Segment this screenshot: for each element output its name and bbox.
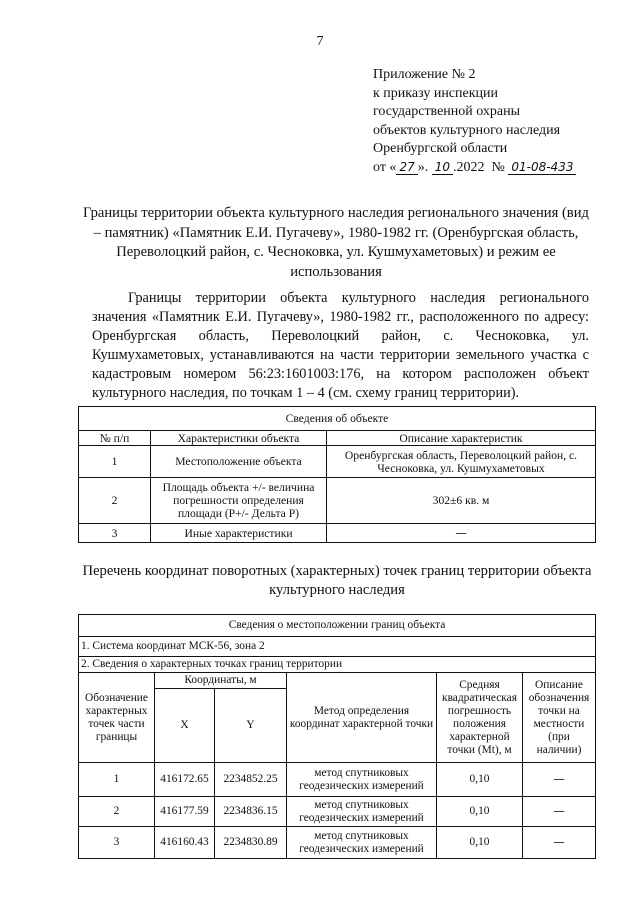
cell-method: метод спутниковых геодезических измерений — [287, 763, 437, 797]
cell-description: — — [523, 763, 596, 797]
header-number: № п/п — [79, 431, 151, 446]
row-description: 302±6 кв. м — [327, 478, 596, 524]
cell-x: 416177.59 — [155, 797, 215, 827]
date-year: .2022 — [453, 159, 485, 175]
header-characteristic: Характеристики объекта — [151, 431, 327, 446]
row-characteristic: Площадь объекта +/- величина погрешности определения площади (Р+/- Дельта Р) — [151, 478, 327, 524]
cell-method: метод спутниковых геодезических измерений — [287, 827, 437, 859]
cell-x: 416160.43 — [155, 827, 215, 859]
row-number: 1 — [79, 446, 151, 478]
header-coordinates: Координаты, м — [155, 673, 287, 689]
table-row — [79, 446, 596, 478]
page-number: 7 — [316, 34, 324, 49]
header-error: Средняя квадратическая погрешность положения характерной точки (Mt), м — [437, 673, 523, 763]
table-row — [79, 478, 596, 524]
header-x: X — [155, 689, 215, 763]
header-method: Метод определения координат характерной точки — [287, 673, 437, 763]
coordinates-table — [78, 614, 596, 859]
cell-x: 416172.65 — [155, 763, 215, 797]
header-description: Описание характеристик — [327, 431, 596, 446]
header-point-description: Описание обозначения точки на местности (при наличии) — [523, 673, 596, 763]
table-row — [79, 524, 596, 543]
approval-line: объектов культурного наследия — [373, 122, 561, 138]
row-description: Оренбургская область, Переволоцкий район, с. Чесноковка, ул. Кушмухаметовых — [327, 446, 596, 478]
cell-point: 3 — [79, 827, 155, 859]
table-row — [79, 827, 596, 859]
cell-error: 0,10 — [437, 827, 523, 859]
cell-method: метод спутниковых геодезических измерений — [287, 797, 437, 827]
coords-table-caption: Сведения о местоположении границ объекта — [79, 615, 596, 637]
approval-block — [373, 66, 576, 177]
cell-point: 1 — [79, 763, 155, 797]
number-prefix: № — [491, 159, 505, 175]
date-prefix: от « — [373, 159, 397, 175]
approval-line: Оренбургской области — [373, 141, 508, 156]
cell-error: 0,10 — [437, 763, 523, 797]
cell-y: 2234852.25 — [215, 763, 287, 797]
row-number: 2 — [79, 478, 151, 524]
cell-error: 0,10 — [437, 797, 523, 827]
table-row — [79, 763, 596, 797]
intro-paragraph: Границы территории объекта культурного наследия регионального значения «Памятник Е.И. Пугачеву», 1980-1982 гг., расположенного по адресу: Оренбургская область, Переволоцкий район, с. Чесноковка, ул. Кушмухаметовых, устанавливаются на части территории земельного участка с кадастровым номером 56:23:1601003:176, на котором расположен объект культурного наследия, по точкам 1 – 4 (см. схему границ территории). — [92, 290, 589, 401]
row-characteristic: Иные характеристики — [151, 524, 327, 543]
handwritten-month: 10 — [432, 161, 453, 175]
handwritten-day: 27 — [396, 161, 417, 175]
points-caption: 2. Сведения о характерных точках границ территории — [79, 657, 596, 673]
object-table-caption: Сведения об объекте — [79, 407, 596, 431]
approval-line: к приказу инспекции — [373, 85, 499, 101]
object-info-table — [78, 406, 596, 543]
document-title: Границы территории объекта культурного наследия регионального значения (вид – памятник) «Памятник Е.И. Пугачеву», 1980-1982 гг. (Оренбургская область, Переволоцкий район, с. Чесноковка, ул. Кушмухаметовых) и режим ее использования — [83, 205, 589, 280]
row-number: 3 — [79, 524, 151, 543]
table-row — [79, 797, 596, 827]
row-characteristic: Местоположение объекта — [151, 446, 327, 478]
approval-date-line — [373, 159, 576, 178]
header-point: Обозначение характерных точек части границы — [79, 673, 155, 763]
cell-y: 2234836.15 — [215, 797, 287, 827]
approval-line: Приложение № 2 — [373, 67, 476, 82]
cell-description: — — [523, 797, 596, 827]
approval-line: государственной охраны — [373, 104, 521, 119]
coordinates-section-title: Перечень координат поворотных (характерных) точек границ территории объекта культурного наследия — [82, 563, 592, 598]
coordinate-system: 1. Система координат МСК-56, зона 2 — [79, 637, 596, 657]
header-y: Y — [215, 689, 287, 763]
date-mid: ». — [417, 159, 429, 175]
cell-description: — — [523, 827, 596, 859]
row-description: — — [327, 524, 596, 543]
handwritten-order-number: 01-08-433 — [508, 161, 576, 175]
cell-y: 2234830.89 — [215, 827, 287, 859]
cell-point: 2 — [79, 797, 155, 827]
